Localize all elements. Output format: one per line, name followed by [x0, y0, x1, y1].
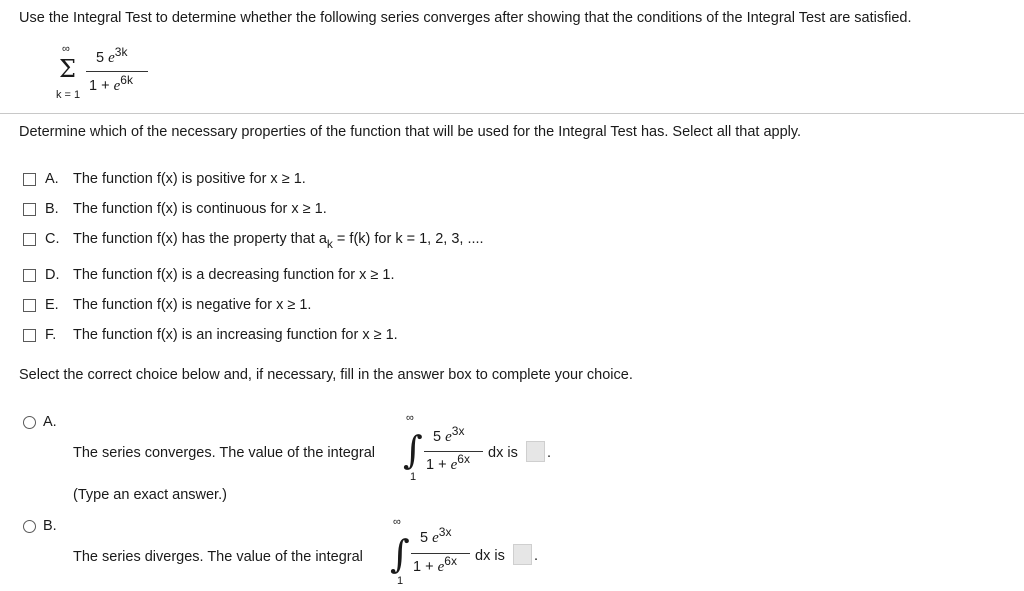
choice-a-letter: A. — [43, 414, 57, 430]
choice-b-answer-box[interactable] — [513, 544, 532, 565]
part1-instruction: Determine which of the necessary properties of the function that will be used for the Integral Test has. Select all that apply. — [19, 124, 802, 140]
option-e-checkbox[interactable] — [23, 299, 36, 312]
choice-a-text: The series converges. The value of the integral — [73, 445, 375, 461]
option-e-text: The function f(x) is negative for x ≥ 1. — [73, 297, 312, 313]
option-d-text: The function f(x) is a decreasing function for x ≥ 1. — [73, 267, 395, 283]
choice-b-numerator: 5 $e^{3x}$ — [420, 525, 452, 546]
choice-b-dx-is: dx is — [475, 548, 505, 564]
option-d-letter: D. — [45, 267, 60, 283]
option-f-checkbox[interactable] — [23, 329, 36, 342]
choice-b-text: The series diverges. The value of the integral — [73, 549, 363, 565]
choice-b-denominator: $1 + e^{6x}$ — [413, 554, 457, 575]
choice-b-fraction-bar — [411, 553, 470, 554]
option-d-checkbox[interactable] — [23, 269, 36, 282]
integral-sign-icon: ∫ — [390, 532, 410, 576]
option-a-letter: A. — [45, 171, 59, 187]
choice-a-period: . — [547, 445, 552, 461]
option-f-text: The function f(x) is an increasing function for x ≥ 1. — [73, 327, 398, 343]
question-prompt: Use the Integral Test to determine whether the following series converges after showing that the conditions of the Integral Test are satisfied. — [19, 10, 912, 26]
option-c-letter: C. — [45, 231, 60, 247]
choice-a-radio[interactable] — [23, 416, 36, 429]
option-c-checkbox[interactable] — [23, 233, 36, 246]
option-c-text: The function f(x) has the property that $a_k = f(k)$ for k = 1, 2, 3, .... — [73, 231, 484, 251]
integral-sign-icon: ∫ — [403, 428, 423, 472]
choice-a-answer-box[interactable] — [526, 441, 545, 462]
choice-a-upper-limit: ∞ — [406, 412, 414, 424]
section-divider — [0, 113, 1024, 114]
choice-a-dx-is: dx is — [488, 445, 518, 461]
choice-b-lower-limit: 1 — [397, 575, 404, 587]
choice-a-lower-limit: 1 — [410, 471, 417, 483]
option-b-checkbox[interactable] — [23, 203, 36, 216]
choice-a-numerator: 5 $e^{3x}$ — [433, 424, 465, 445]
choice-b-period: . — [534, 548, 539, 564]
option-b-letter: B. — [45, 201, 59, 217]
option-e-letter: E. — [45, 297, 59, 313]
choice-b-upper-limit: ∞ — [393, 516, 401, 528]
option-a-checkbox[interactable] — [23, 173, 36, 186]
series-numerator: 5 $e^{3k}$ — [96, 45, 128, 66]
option-b-text: The function f(x) is continuous for x ≥ 1. — [73, 201, 327, 217]
series-fraction-bar — [86, 71, 148, 72]
summation-sign: Σ — [59, 55, 76, 83]
series-lower-limit: k = 1 — [56, 89, 81, 101]
choice-a-fraction-bar — [424, 451, 483, 452]
series-denominator: $1 + e^{6k}$ — [89, 73, 133, 94]
option-a-text: The function f(x) is positive for x ≥ 1. — [73, 171, 306, 187]
choice-b-letter: B. — [43, 518, 57, 534]
choice-a-hint: (Type an exact answer.) — [73, 487, 227, 503]
series-upper-limit: ∞ — [62, 43, 70, 55]
choice-b-radio[interactable] — [23, 520, 36, 533]
choice-a-denominator: $1 + e^{6x}$ — [426, 452, 470, 473]
part2-instruction: Select the correct choice below and, if necessary, fill in the answer box to complete your choice. — [19, 367, 633, 383]
option-f-letter: F. — [45, 327, 57, 343]
